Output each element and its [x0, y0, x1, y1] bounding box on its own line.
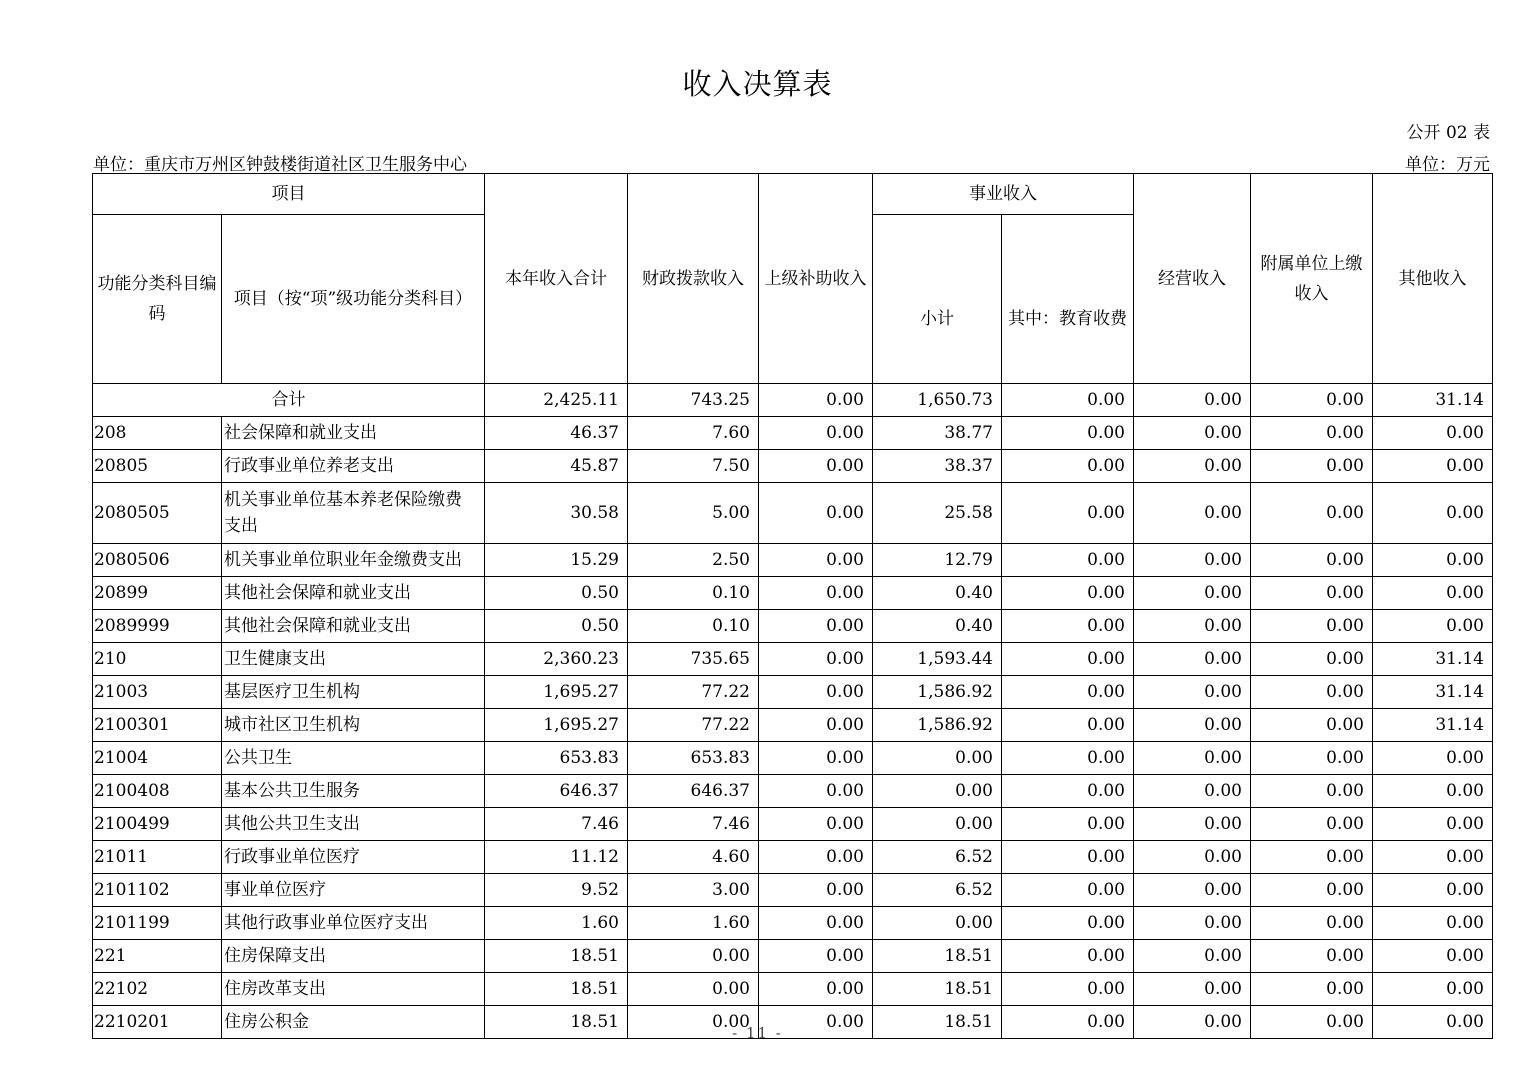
page-number: - 11 - [732, 1024, 783, 1042]
row-value: 0.00 [1002, 742, 1134, 775]
row-value: 0.00 [873, 907, 1002, 940]
row-code: 2101102 [93, 874, 222, 907]
row-value: 4.60 [628, 841, 759, 874]
row-value: 0.00 [1373, 808, 1493, 841]
row-value: 0.00 [1251, 775, 1373, 808]
row-code: 2080506 [93, 544, 222, 577]
row-value: 46.37 [485, 417, 628, 450]
row-value: 0.00 [1002, 544, 1134, 577]
row-value: 31.14 [1373, 709, 1493, 742]
row-value: 0.00 [759, 544, 873, 577]
total-cell: 0.00 [1002, 384, 1134, 417]
row-value: 1.60 [628, 907, 759, 940]
table-row [93, 676, 1493, 709]
row-value: 0.00 [1134, 775, 1251, 808]
row-value: 0.00 [1134, 676, 1251, 709]
row-value: 0.00 [1373, 1006, 1493, 1039]
row-value: 0.00 [759, 450, 873, 483]
row-name: 住房改革支出 [222, 973, 485, 1006]
table-row [93, 973, 1493, 1006]
row-code: 21004 [93, 742, 222, 775]
row-value: 0.00 [1134, 577, 1251, 610]
row-value: 0.00 [1134, 417, 1251, 450]
row-name: 行政事业单位养老支出 [222, 450, 485, 483]
row-value: 18.51 [485, 1006, 628, 1039]
header-operating-income: 经营收入 [1134, 174, 1251, 384]
row-value: 9.52 [485, 874, 628, 907]
row-value: 7.46 [628, 808, 759, 841]
row-name: 其他公共卫生支出 [222, 808, 485, 841]
table-row [93, 775, 1493, 808]
row-code: 2210201 [93, 1006, 222, 1039]
row-value: 0.00 [1373, 742, 1493, 775]
row-value: 0.00 [1002, 874, 1134, 907]
row-name: 其他社会保障和就业支出 [222, 577, 485, 610]
row-code: 22102 [93, 973, 222, 1006]
row-value: 0.00 [1373, 450, 1493, 483]
row-value: 0.10 [628, 610, 759, 643]
row-value: 0.00 [1134, 742, 1251, 775]
row-value: 0.00 [628, 973, 759, 1006]
row-value: 18.51 [873, 940, 1002, 973]
row-value: 0.00 [1002, 841, 1134, 874]
total-cell: 0.00 [759, 384, 873, 417]
row-value: 0.00 [759, 907, 873, 940]
header-item-name: 项目（按“项”级功能分类科目） [222, 215, 485, 384]
row-code: 2100499 [93, 808, 222, 841]
row-value: 1,695.27 [485, 676, 628, 709]
row-value: 0.00 [759, 643, 873, 676]
row-value: 18.51 [485, 940, 628, 973]
row-value: 0.00 [1002, 577, 1134, 610]
row-value: 0.00 [1251, 544, 1373, 577]
page-title: 收入决算表 [682, 67, 833, 101]
row-code: 2080505 [93, 483, 222, 544]
row-value: 0.00 [759, 874, 873, 907]
row-value: 0.00 [1373, 973, 1493, 1006]
row-value: 0.00 [1134, 643, 1251, 676]
table-row [93, 709, 1493, 742]
header-education-fee: 其中：教育收费 [1002, 215, 1134, 384]
row-name: 事业单位医疗 [222, 874, 485, 907]
row-value: 0.00 [1134, 973, 1251, 1006]
row-name: 城市社区卫生机构 [222, 709, 485, 742]
row-value: 1,586.92 [873, 676, 1002, 709]
row-value: 0.10 [628, 577, 759, 610]
row-value: 2.50 [628, 544, 759, 577]
row-value: 0.00 [1002, 610, 1134, 643]
row-value: 0.00 [1251, 973, 1373, 1006]
row-value: 38.37 [873, 450, 1002, 483]
row-value: 0.00 [1002, 417, 1134, 450]
table-row [93, 907, 1493, 940]
row-value: 0.00 [628, 1006, 759, 1039]
row-code: 20899 [93, 577, 222, 610]
row-value: 0.00 [1134, 1006, 1251, 1039]
row-value: 0.00 [1373, 610, 1493, 643]
header-total-income: 本年收入合计 [485, 174, 628, 384]
row-value: 7.46 [485, 808, 628, 841]
row-value: 646.37 [628, 775, 759, 808]
row-name: 社会保障和就业支出 [222, 417, 485, 450]
row-value: 38.77 [873, 417, 1002, 450]
row-value: 18.51 [873, 973, 1002, 1006]
row-value: 7.50 [628, 450, 759, 483]
row-value: 653.83 [485, 742, 628, 775]
row-value: 0.00 [1251, 417, 1373, 450]
row-value: 0.00 [1134, 907, 1251, 940]
row-value: 0.00 [1251, 676, 1373, 709]
total-cell: 0.00 [1134, 384, 1251, 417]
header-row-1 [93, 174, 1493, 215]
form-number: 公开 02 表 [1406, 123, 1490, 143]
header-business-income: 事业收入 [873, 174, 1134, 215]
row-code: 21003 [93, 676, 222, 709]
row-value: 0.00 [1134, 610, 1251, 643]
row-value: 0.00 [1373, 775, 1493, 808]
row-value: 0.00 [873, 775, 1002, 808]
row-value: 1,695.27 [485, 709, 628, 742]
row-name: 其他社会保障和就业支出 [222, 610, 485, 643]
table-row [93, 544, 1493, 577]
row-value: 0.00 [759, 676, 873, 709]
row-value: 18.51 [873, 1006, 1002, 1039]
row-value: 7.60 [628, 417, 759, 450]
row-value: 0.00 [759, 775, 873, 808]
row-value: 0.00 [759, 709, 873, 742]
row-value: 0.40 [873, 577, 1002, 610]
row-value: 0.00 [1134, 709, 1251, 742]
row-value: 0.00 [1373, 577, 1493, 610]
row-name: 机关事业单位基本养老保险缴费支出 [222, 483, 485, 544]
row-value: 0.40 [873, 610, 1002, 643]
row-code: 2089999 [93, 610, 222, 643]
row-value: 0.00 [1002, 643, 1134, 676]
row-value: 0.00 [1251, 577, 1373, 610]
row-value: 735.65 [628, 643, 759, 676]
row-code: 208 [93, 417, 222, 450]
total-cell: 2,425.11 [485, 384, 628, 417]
table-row [93, 450, 1493, 483]
row-value: 0.00 [1002, 450, 1134, 483]
row-name: 住房保障支出 [222, 940, 485, 973]
row-value: 0.00 [1251, 808, 1373, 841]
row-value: 18.51 [485, 973, 628, 1006]
row-value: 0.00 [759, 1006, 873, 1039]
row-value: 0.00 [1002, 1006, 1134, 1039]
row-value: 646.37 [485, 775, 628, 808]
row-value: 0.00 [759, 973, 873, 1006]
row-value: 77.22 [628, 709, 759, 742]
row-value: 0.00 [1002, 808, 1134, 841]
row-code: 221 [93, 940, 222, 973]
row-value: 0.00 [1373, 874, 1493, 907]
row-value: 1,593.44 [873, 643, 1002, 676]
total-cell: 743.25 [628, 384, 759, 417]
row-value: 0.00 [759, 417, 873, 450]
row-value: 0.00 [1002, 907, 1134, 940]
row-value: 0.00 [1251, 940, 1373, 973]
row-value: 0.00 [1251, 1006, 1373, 1039]
row-value: 0.00 [1002, 973, 1134, 1006]
table-row [93, 417, 1493, 450]
total-cell: 0.00 [1251, 384, 1373, 417]
row-value: 0.00 [1251, 450, 1373, 483]
row-value: 653.83 [628, 742, 759, 775]
row-value: 0.00 [759, 742, 873, 775]
row-value: 0.00 [1251, 643, 1373, 676]
header-subtotal: 小计 [873, 215, 1002, 384]
row-value: 0.00 [1251, 841, 1373, 874]
row-value: 0.00 [1134, 874, 1251, 907]
row-value: 1,586.92 [873, 709, 1002, 742]
row-value: 0.00 [1373, 483, 1493, 544]
row-value: 6.52 [873, 874, 1002, 907]
total-cell: 1,650.73 [873, 384, 1002, 417]
row-value: 0.00 [759, 841, 873, 874]
row-name: 基本公共卫生服务 [222, 775, 485, 808]
row-value: 15.29 [485, 544, 628, 577]
row-value: 5.00 [628, 483, 759, 544]
row-value: 0.00 [1373, 907, 1493, 940]
row-value: 0.00 [759, 940, 873, 973]
row-value: 12.79 [873, 544, 1002, 577]
table-row [93, 643, 1493, 676]
row-code: 2101199 [93, 907, 222, 940]
row-value: 11.12 [485, 841, 628, 874]
row-value: 0.00 [1373, 544, 1493, 577]
table-row [93, 841, 1493, 874]
row-value: 3.00 [628, 874, 759, 907]
header-project: 项目 [93, 174, 485, 215]
total-label: 合计 [93, 384, 485, 417]
row-value: 0.00 [1251, 874, 1373, 907]
row-value: 2,360.23 [485, 643, 628, 676]
header-superior-subsidy: 上级补助收入 [759, 174, 873, 384]
header-code: 功能分类科目编码 [93, 215, 222, 384]
income-table [92, 173, 1493, 1039]
reporting-unit: 单位：重庆市万州区钟鼓楼街道社区卫生服务中心 [93, 155, 467, 175]
row-value: 0.00 [1373, 940, 1493, 973]
row-name: 住房公积金 [222, 1006, 485, 1039]
row-value: 6.52 [873, 841, 1002, 874]
row-value: 31.14 [1373, 643, 1493, 676]
row-value: 0.00 [1251, 709, 1373, 742]
header-other-income: 其他收入 [1373, 174, 1493, 384]
row-value: 0.00 [759, 577, 873, 610]
row-value: 0.00 [1134, 544, 1251, 577]
row-value: 0.00 [1134, 483, 1251, 544]
row-value: 0.00 [1134, 841, 1251, 874]
row-value: 0.00 [1373, 841, 1493, 874]
row-value: 45.87 [485, 450, 628, 483]
row-value: 0.00 [1251, 483, 1373, 544]
row-code: 20805 [93, 450, 222, 483]
row-value: 0.00 [1251, 907, 1373, 940]
table-row [93, 742, 1493, 775]
row-value: 0.00 [1134, 450, 1251, 483]
row-value: 0.00 [1002, 483, 1134, 544]
row-name: 机关事业单位职业年金缴费支出 [222, 544, 485, 577]
row-value: 0.00 [759, 610, 873, 643]
row-value: 0.00 [759, 483, 873, 544]
row-name: 行政事业单位医疗 [222, 841, 485, 874]
row-value: 77.22 [628, 676, 759, 709]
currency-unit: 单位：万元 [1405, 155, 1490, 175]
row-value: 0.00 [873, 808, 1002, 841]
row-value: 0.00 [1251, 742, 1373, 775]
row-value: 31.14 [1373, 676, 1493, 709]
row-code: 2100408 [93, 775, 222, 808]
table-row [93, 940, 1493, 973]
total-row [93, 384, 1493, 417]
row-value: 1.60 [485, 907, 628, 940]
row-code: 21011 [93, 841, 222, 874]
row-value: 0.50 [485, 577, 628, 610]
row-code: 210 [93, 643, 222, 676]
table-row [93, 610, 1493, 643]
row-value: 0.00 [873, 742, 1002, 775]
table-row [93, 577, 1493, 610]
row-name: 基层医疗卫生机构 [222, 676, 485, 709]
row-value: 0.50 [485, 610, 628, 643]
row-value: 0.00 [1002, 775, 1134, 808]
row-value: 30.58 [485, 483, 628, 544]
header-fiscal-income: 财政拨款收入 [628, 174, 759, 384]
row-name: 卫生健康支出 [222, 643, 485, 676]
row-name: 其他行政事业单位医疗支出 [222, 907, 485, 940]
row-value: 0.00 [1251, 610, 1373, 643]
row-value: 0.00 [1373, 417, 1493, 450]
total-cell: 31.14 [1373, 384, 1493, 417]
row-value: 0.00 [1002, 709, 1134, 742]
table-row [93, 808, 1493, 841]
row-value: 0.00 [628, 940, 759, 973]
table-row [93, 874, 1493, 907]
row-code: 2100301 [93, 709, 222, 742]
row-value: 25.58 [873, 483, 1002, 544]
row-name: 公共卫生 [222, 742, 485, 775]
row-value: 0.00 [1002, 676, 1134, 709]
row-value: 0.00 [1002, 940, 1134, 973]
table-row [93, 483, 1493, 544]
header-affiliated-income: 附属单位上缴收入 [1251, 174, 1373, 384]
row-value: 0.00 [1134, 808, 1251, 841]
row-value: 0.00 [1134, 940, 1251, 973]
row-value: 0.00 [759, 808, 873, 841]
